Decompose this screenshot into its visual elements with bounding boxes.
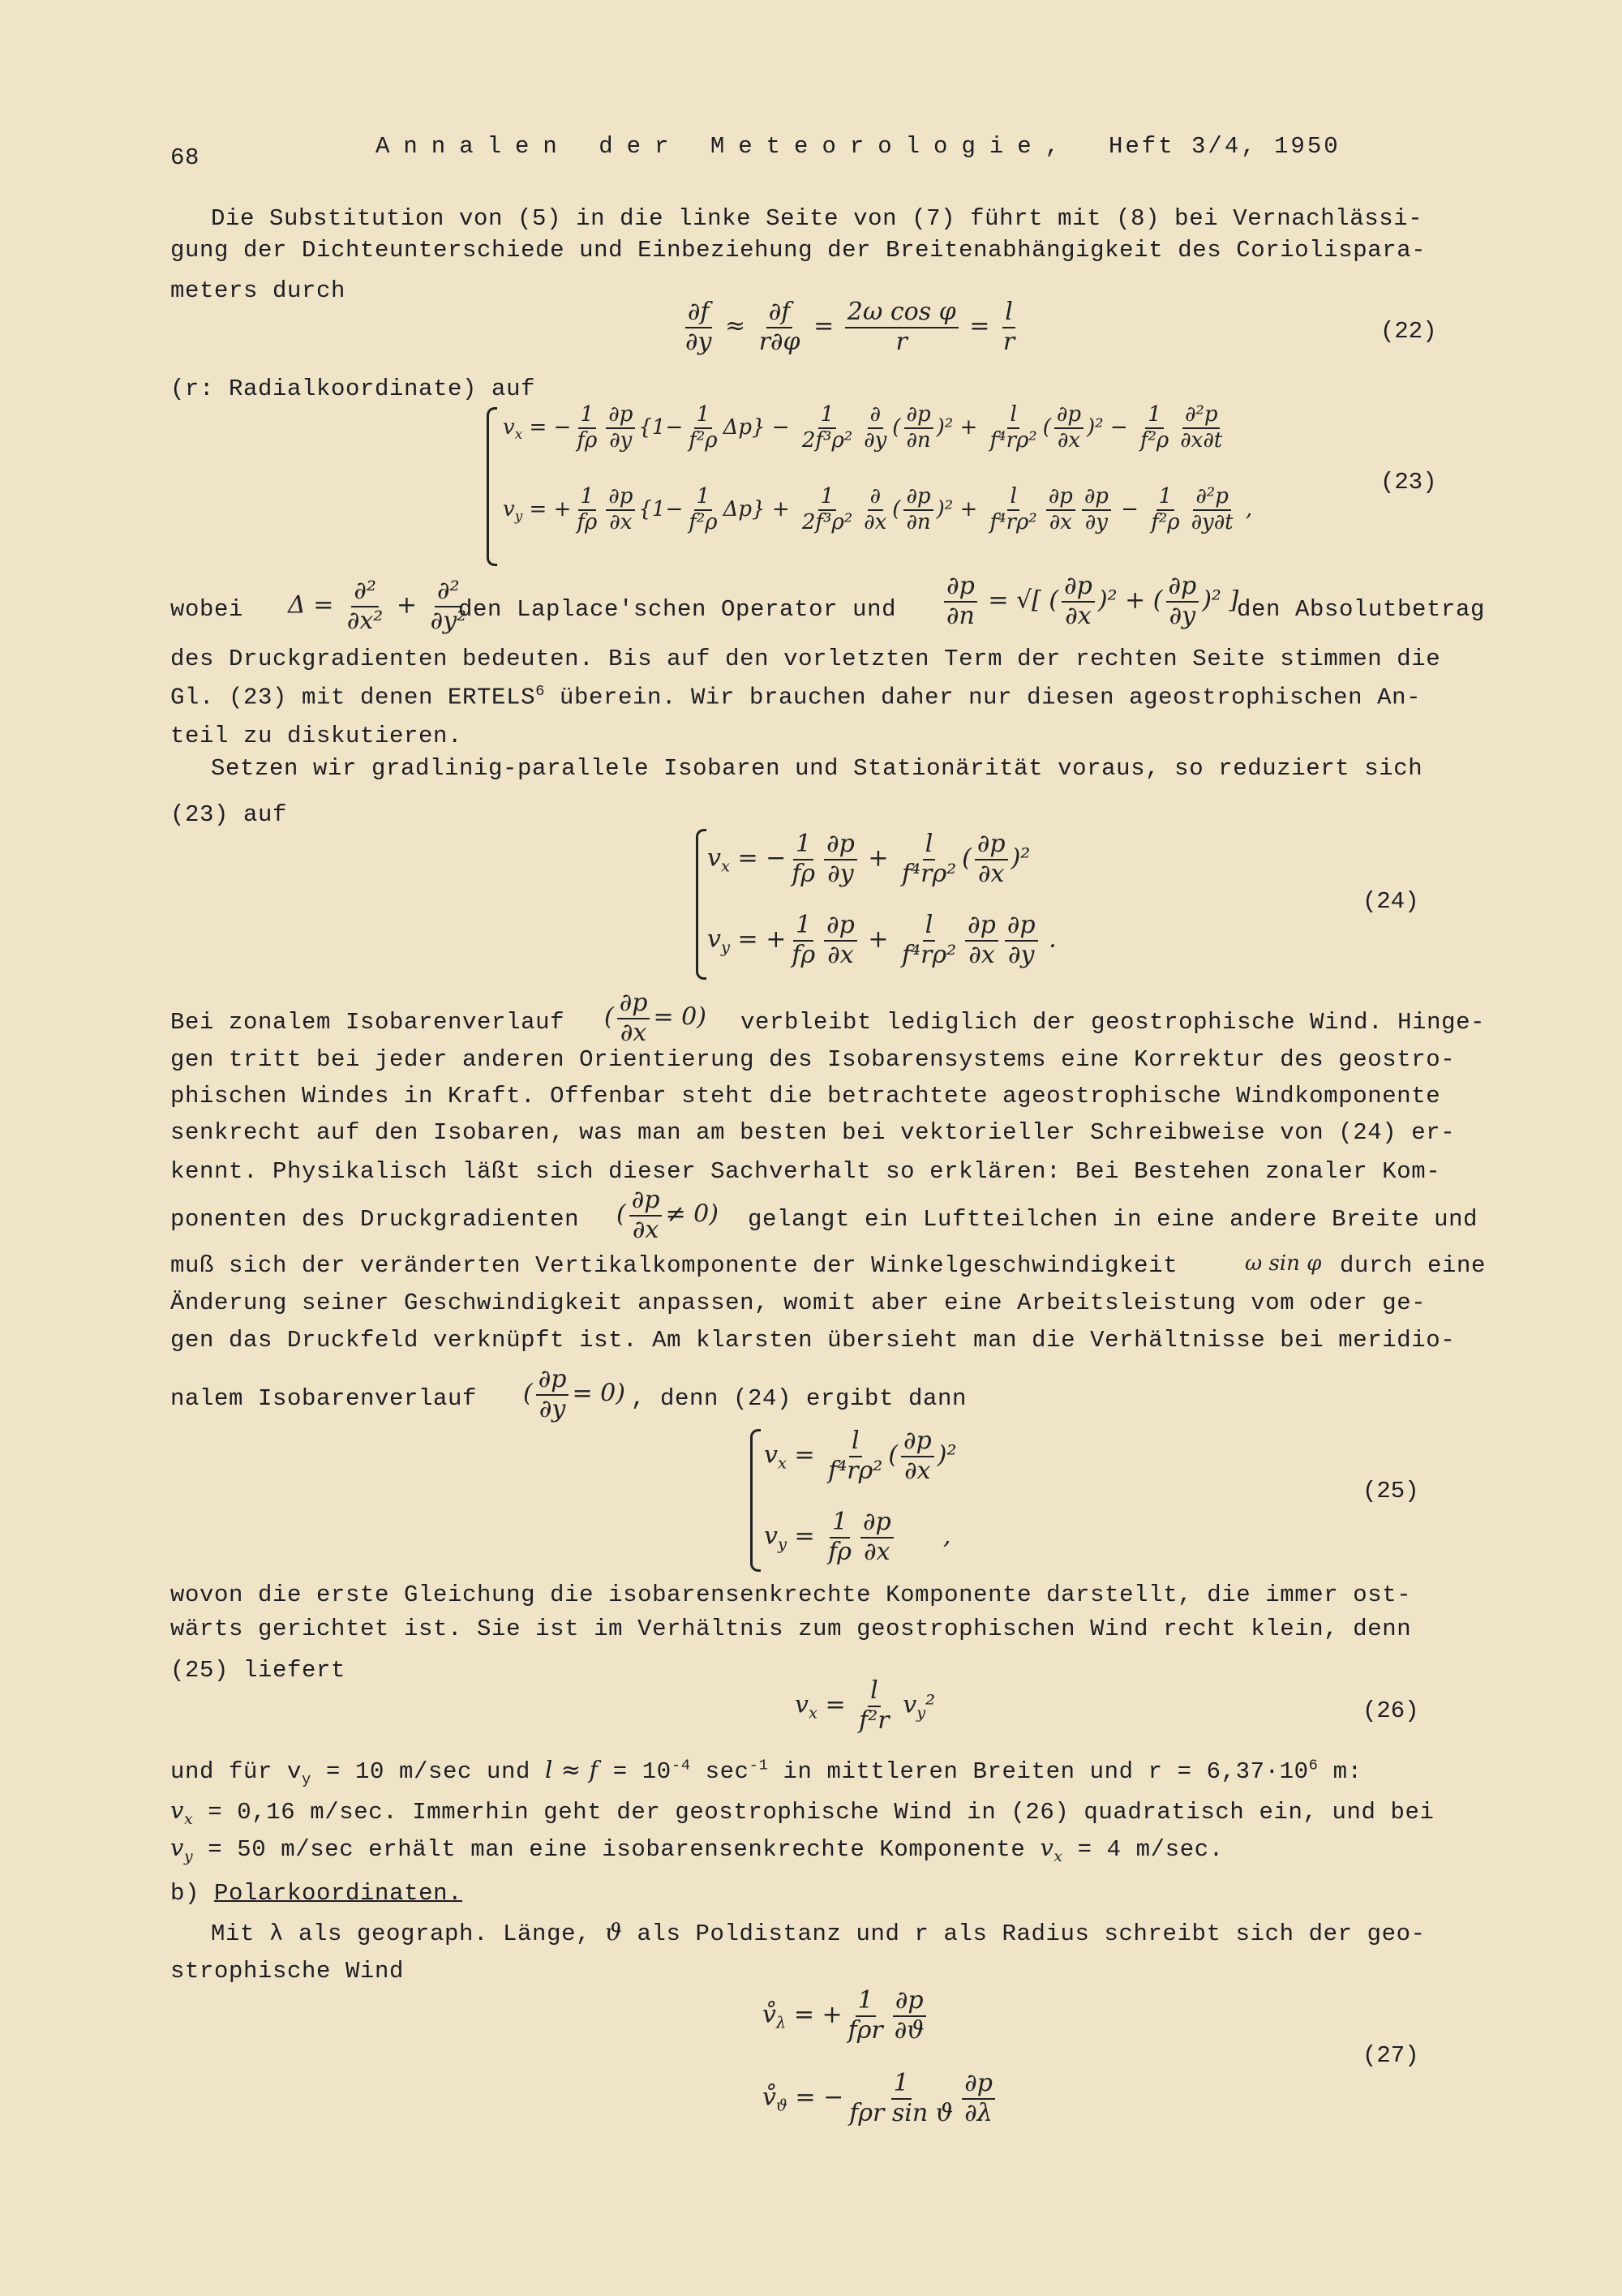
paragraph-text: = 10 m/sec und	[325, 1758, 531, 1785]
paragraph-line: phischen Windes in Kraft. Offenbar steht die betrachtete ageostrophische Windkomponente	[170, 1083, 1441, 1109]
equation-25-line-2: $v_y$ = $\frac{1}{f\rho}$ $\frac{\partial p}{\partial x}$ ,	[764, 1508, 951, 1566]
inline-equation: ω sin φ	[1245, 1251, 1322, 1276]
equation-brace	[750, 1429, 761, 1572]
paragraph-line: (23) auf	[170, 801, 288, 828]
paragraph-line: gelangt ein Luftteilchen in eine andere Breite und	[748, 1206, 1478, 1233]
paragraph-line: wärts gerichtet ist. Sie ist im Verhältnis zum geostrophischen Wind recht klein, denn	[170, 1616, 1412, 1642]
equation-24-line-2: $v_y$ = + $\frac{1}{f\rho}$ $\frac{\partial p}{\partial x}$ + $\frac{l}{\text{f⁴rρ²}}$ $\frac{\partial p}{\partial x}$ $\frac{\partial p}{\partial y}$ .	[707, 911, 1057, 969]
paragraph-line: durch eine	[1340, 1252, 1487, 1279]
gradient-definition: $\frac{\partial p}{\partial n}$ = √[ ( $\frac{\partial p}{\partial x}$ )² + ( $\frac{\partial p}{\partial y}$ )² ]	[941, 573, 1238, 630]
laplace-definition: Δ = $\frac{\text{∂²}}{\text{∂x²}}$ + $\frac{\text{∂²}}{\text{∂y²}}$	[288, 577, 467, 635]
paragraph-text: sec	[705, 1758, 749, 1785]
equation-23-line-2: $v_y$ = + $\frac{1}{f\rho}$ $\frac{\partial p}{\partial x}$ {1− $\frac{1}{\text{f²ρ}}$ Δp} + $\frac{1}{\text{2f³ρ²}}$ $\frac{\partial}{\partial x}$ ( $\frac{\partial p}{\partial n}$ )² + $\frac{l}{\text{f⁴rρ²}}$ $\frac{\partial p}{\partial x}$ $\frac{\partial p}{\partial y}$ − $\frac{1}{\text{f²ρ}}$ $\frac{\text{∂²p}}{\partial y\partial t}$ ,	[503, 484, 1253, 534]
paragraph-line: $v_y = 50$ m/sec erhält man eine isobarensenkrechte Komponente $v_x = 4$ m/sec.	[170, 1834, 1224, 1865]
paragraph-line: gen das Druckfeld verknüpft ist. Am klarsten übersieht man die Verhältnisse bei meridio-	[170, 1327, 1456, 1354]
equation-22: $\frac{\partial f}{\partial y}$ ≈ $\frac{\partial f}{r\partial\varphi}$ = $\frac{\text{2ω cos φ}}{r}$ = $\frac{l}{r}$	[685, 298, 1015, 356]
page-number: 68	[170, 144, 200, 171]
journal-issue: Heft 3/4, 1950	[1109, 133, 1341, 160]
equation-number: (23)	[1380, 469, 1437, 496]
equation-brace	[696, 829, 706, 980]
paragraph-line: Mit λ als geograph. Länge, ϑ als Poldistanz und r als Radius schreibt sich der geo-	[211, 1918, 1426, 1947]
paragraph-text: Mit λ als geograph. Länge,	[211, 1920, 591, 1947]
equation-number: (26)	[1362, 1697, 1419, 1724]
equation-23-line-1: $v_x$ = − $\frac{1}{f\rho}$ $\frac{\partial p}{\partial y}$ {1− $\frac{1}{\text{f²ρ}}$ Δp} − $\frac{1}{\text{2f³ρ²}}$ $\frac{\partial}{\partial y}$ ( $\frac{\partial p}{\partial n}$ )² + $\frac{l}{\text{f⁴rρ²}}$ ( $\frac{\partial p}{\partial x}$ )² − $\frac{1}{\text{f²ρ}}$ $\frac{\text{∂²p}}{\partial x\partial t}$	[503, 402, 1223, 453]
paragraph-line: (r: Radialkoordinate) auf	[170, 376, 536, 402]
equation-27-line-2: $v̊_ϑ$ = − $\frac{1}{\text{fρr sin ϑ}}$ $\frac{\partial p}{\partial\lambda}$	[762, 2070, 998, 2127]
paragraph-line: , denn (24) ergibt dann	[631, 1385, 968, 1412]
paragraph-line: wovon die erste Gleichung die isobarensenkrechte Komponente darstellt, die immer ost-	[170, 1581, 1412, 1608]
equation-27-line-1: $v̊_\lambda$ = + $\frac{1}{\text{fρr}}$ $\frac{\partial p}{\partial ϑ}$	[762, 1986, 925, 2045]
exponent: 6	[1308, 1756, 1319, 1775]
paragraph-line: gen tritt bei jeder anderen Orientierung des Isobarensystems eine Korrektur des geostro-	[170, 1046, 1456, 1073]
paragraph-text: überein. Wir brauchen daher nur diesen ageostrophischen An-	[560, 684, 1422, 711]
paragraph-line: Änderung seiner Geschwindigkeit anpassen, womit aber eine Arbeitsleistung vom oder ge-	[170, 1290, 1427, 1316]
paragraph-text: Gl. (23) mit denen ERTELS	[170, 684, 536, 711]
equation-number: (24)	[1362, 888, 1419, 915]
paragraph-line: verbleibt lediglich der geostrophische Wind. Hinge-	[740, 1009, 1486, 1036]
exponent: -4	[671, 1756, 691, 1775]
paragraph-line: und für $v_y = 10$ m/sec und $l \approx f = 10^{-4}$ $\sec^{-1}$ in mittleren Breiten und $r = 6,37\cdot 10^6$ m:	[170, 1756, 1362, 1788]
equation-number: (27)	[1362, 2042, 1419, 2069]
paragraph-text: m:	[1332, 1758, 1362, 1785]
paragraph-text: als Poldistanz und r als Radius schreibt sich der geo-	[637, 1920, 1426, 1947]
paragraph-text: = 4 m/sec.	[1077, 1836, 1224, 1863]
paragraph-text: = 10	[612, 1758, 672, 1785]
paragraph-text: und für v	[170, 1758, 303, 1785]
paragraph-line: (25) liefert	[170, 1657, 346, 1684]
paragraph-line	[170, 682, 1421, 712]
section-label: b)	[170, 1880, 200, 1907]
paragraph-text: in mittleren Breiten und r = 6,37·10	[783, 1758, 1309, 1785]
equation-brace	[487, 407, 497, 566]
section-heading	[170, 1880, 462, 1908]
paragraph-line: wobei	[170, 596, 244, 623]
paragraph-line: den Laplace'schen Operator und	[458, 596, 897, 623]
exponent: -1	[749, 1756, 769, 1775]
paragraph-line: kennt. Physikalisch läßt sich dieser Sachverhalt so erklären: Bei Bestehen zonaler Kom-	[170, 1158, 1441, 1185]
equation-25-line-1: $v_x$ = $\frac{l}{\text{f⁴rρ²}}$ ( $\frac{\partial p}{\partial x}$ )²	[764, 1427, 957, 1485]
paragraph-line: $v_x = 0,16$ m/sec. Immerhin geht der geostrophische Wind in (26) quadratisch ein, und bei	[170, 1796, 1435, 1828]
paragraph-line: ponenten des Druckgradienten	[170, 1206, 580, 1233]
equation-number: (22)	[1380, 318, 1437, 345]
inline-equation: ( $\frac{\partial p}{\partial y}$ = 0)	[523, 1365, 625, 1423]
paragraph-line: des Druckgradienten bedeuten. Bis auf den vorletzten Term der rechten Seite stimmen die	[170, 646, 1441, 672]
paragraph-line: Bei zonalem Isobarenverlauf	[170, 1009, 565, 1036]
inline-equation: ( $\frac{\partial p}{\partial x}$ = 0)	[604, 989, 706, 1047]
paragraph-text: = 50 m/sec erhält man eine isobarensenkrechte Komponente	[208, 1836, 1026, 1863]
paragraph-line: den Absolutbetrag	[1237, 596, 1486, 623]
equation-24-line-1: $v_x$ = − $\frac{1}{f\rho}$ $\frac{\partial p}{\partial y}$ + $\frac{l}{\text{f⁴rρ²}}$ ( $\frac{\partial p}{\partial x}$ )²	[707, 830, 1031, 888]
equation-number: (25)	[1362, 1478, 1419, 1504]
paragraph-line: meters durch	[170, 277, 346, 304]
equation-26: $v_x$ = $\frac{l}{\text{f²r}}$ $v_y^2$	[795, 1676, 936, 1735]
paragraph-line: gung der Dichteunterschiede und Einbeziehung der Breitenabhängigkeit des Coriolispara-	[170, 237, 1427, 264]
inline-equation: ( $\frac{\partial p}{\partial x}$ ≠ 0)	[616, 1186, 719, 1244]
footnote-mark: 6	[535, 682, 545, 700]
paragraph-text: = 0,16 m/sec. Immerhin geht der geostrophische Wind in (26) quadratisch ein, und bei	[208, 1799, 1435, 1826]
paragraph-line: Die Substitution von (5) in die linke Seite von (7) führt mit (8) bei Vernachlässi-	[211, 205, 1423, 232]
paragraph-line: muß sich der veränderten Vertikalkomponente der Winkelgeschwindigkeit	[170, 1252, 1178, 1279]
paragraph-line: nalem Isobarenverlauf	[170, 1385, 478, 1412]
paragraph-line: teil zu diskutieren.	[170, 723, 463, 749]
paragraph-line: strophische Wind	[170, 1958, 405, 1985]
paragraph-line: Setzen wir gradlinig-parallele Isobaren und Stationärität voraus, so reduziert sich	[211, 755, 1423, 782]
section-title: Polarkoordinaten.	[214, 1880, 463, 1907]
paragraph-line: senkrecht auf den Isobaren, was man am besten bei vektorieller Schreibweise von (24) er-	[170, 1119, 1456, 1146]
journal-title: Annalen der Meteorologie,	[375, 133, 1074, 160]
